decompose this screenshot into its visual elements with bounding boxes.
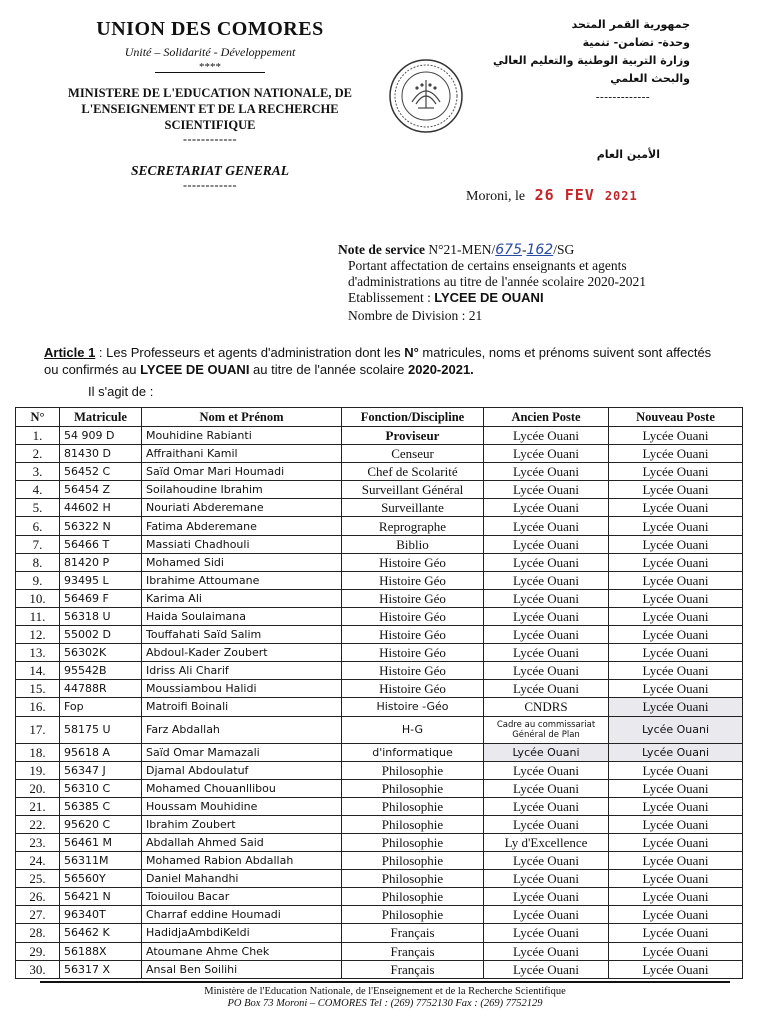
cell-number: 14.: [16, 662, 60, 680]
cell-function: Philosophie: [342, 906, 484, 924]
cell-function: Français: [342, 942, 484, 960]
cell-name: Mohamed Sidi: [142, 553, 342, 571]
cell-name: Ibrahim Zoubert: [142, 815, 342, 833]
cell-function: Philosophie: [342, 815, 484, 833]
cell-old-post: Lycée Ouani: [484, 761, 609, 779]
cell-function: Histoire Géo: [342, 626, 484, 644]
date-label: Moroni, le: [466, 189, 526, 204]
cell-new-post: Lycée Ouani: [609, 517, 743, 535]
cell-name: Abdallah Ahmed Said: [142, 833, 342, 851]
cell-number: 15.: [16, 680, 60, 698]
note-reference: Note de service N°21-MEN/675-162/SG: [338, 242, 575, 258]
note-subject-line-2: d'administrations au titre de l'année scolaire 2020-2021: [348, 274, 647, 289]
cell-function: Proviseur: [342, 427, 484, 445]
cell-old-post: Lycée Ouani: [484, 797, 609, 815]
cell-matricule: 55002 D: [60, 626, 142, 644]
cell-function: Biblio: [342, 535, 484, 553]
table-row: [16, 743, 743, 761]
cell-old-post: Cadre au commissariat Général de Plan: [484, 716, 609, 743]
cell-matricule: 96340T: [60, 906, 142, 924]
cell-number: 6.: [16, 517, 60, 535]
cell-new-post: Lycée Ouani: [609, 797, 743, 815]
table-row: [16, 888, 743, 906]
cell-function: Surveillant Général: [342, 481, 484, 499]
cell-old-post: Lycée Ouani: [484, 924, 609, 942]
table-row: [16, 779, 743, 797]
cell-number: 8.: [16, 553, 60, 571]
cell-number: 29.: [16, 942, 60, 960]
cell-old-post: Lycée Ouani: [484, 852, 609, 870]
cell-new-post: Lycée Ouani: [609, 960, 743, 978]
cell-number: 12.: [16, 626, 60, 644]
cell-matricule: 56311M: [60, 852, 142, 870]
cell-old-post: Lycée Ouani: [484, 779, 609, 797]
cell-matricule: 56347 J: [60, 761, 142, 779]
cell-new-post: Lycée Ouani: [609, 680, 743, 698]
cell-matricule: 56310 C: [60, 779, 142, 797]
table-row: [16, 960, 743, 978]
cell-new-post: Lycée Ouani: [609, 644, 743, 662]
table-row: [16, 698, 743, 716]
cell-name: Ibrahime Attoumane: [142, 571, 342, 589]
col-header-matricule: Matricule: [60, 408, 142, 427]
cell-function: Philosophie: [342, 797, 484, 815]
cell-function: Philosophie: [342, 870, 484, 888]
col-header-function: Fonction/Discipline: [342, 408, 484, 427]
cell-old-post: Lycée Ouani: [484, 644, 609, 662]
cell-old-post: Lycée Ouani: [484, 553, 609, 571]
cell-number: 20.: [16, 779, 60, 797]
col-header-name: Nom et Prénom: [142, 408, 342, 427]
cell-old-post: Lycée Ouani: [484, 626, 609, 644]
cell-new-post: Lycée Ouani: [609, 833, 743, 851]
service-note-block: [338, 242, 748, 324]
cell-name: Fatima Abderemane: [142, 517, 342, 535]
cell-old-post: Lycée Ouani: [484, 743, 609, 761]
cell-name: Mohamed Rabion Abdallah: [142, 852, 342, 870]
cell-name: Daniel Mahandhi: [142, 870, 342, 888]
cell-name: Affraithani Kamil: [142, 445, 342, 463]
cell-number: 19.: [16, 761, 60, 779]
cell-function: Histoire Géo: [342, 571, 484, 589]
cell-name: Mohamed Chouanllibou: [142, 779, 342, 797]
cell-new-post: Lycée Ouani: [609, 815, 743, 833]
cell-number: 5.: [16, 499, 60, 517]
cell-number: 25.: [16, 870, 60, 888]
national-emblem: [388, 58, 464, 134]
cell-matricule: 95542B: [60, 662, 142, 680]
cell-number: 16.: [16, 698, 60, 716]
footer-divider: [40, 981, 730, 983]
cell-matricule: 81420 P: [60, 553, 142, 571]
footer-ministry: Ministère de l'Education Nationale, de l'Enseignement et de la Recherche Scientifique: [204, 986, 566, 997]
cell-function: Reprographe: [342, 517, 484, 535]
cell-number: 28.: [16, 924, 60, 942]
page-footer: [40, 986, 730, 1010]
cell-matricule: 56560Y: [60, 870, 142, 888]
country-name: UNION DES COMORES: [96, 18, 324, 40]
cell-name: Moussiambou Halidi: [142, 680, 342, 698]
cell-matricule: 56421 N: [60, 888, 142, 906]
cell-old-post: Lycée Ouani: [484, 517, 609, 535]
list-intro: Il s'agit de :: [88, 384, 154, 399]
table-row: [16, 662, 743, 680]
cell-matricule: 56462 K: [60, 924, 142, 942]
cell-matricule: 56188X: [60, 942, 142, 960]
cell-new-post: Lycée Ouani: [609, 924, 743, 942]
cell-old-post: Lycée Ouani: [484, 888, 609, 906]
cell-number: 13.: [16, 644, 60, 662]
cell-number: 11.: [16, 607, 60, 625]
cell-new-post: Lycée Ouani: [609, 852, 743, 870]
table-row: [16, 463, 743, 481]
table-row: [16, 815, 743, 833]
cell-function: Français: [342, 960, 484, 978]
table-row: [16, 942, 743, 960]
table-row: [16, 797, 743, 815]
cell-new-post: Lycée Ouani: [609, 906, 743, 924]
table-row: [16, 833, 743, 851]
cell-new-post: Lycée Ouani: [609, 427, 743, 445]
cell-matricule: 44602 H: [60, 499, 142, 517]
cell-matricule: 56452 C: [60, 463, 142, 481]
header-left: [40, 18, 380, 191]
cell-old-post: Ly d'Excellence: [484, 833, 609, 851]
cell-number: 3.: [16, 463, 60, 481]
cell-new-post: Lycée Ouani: [609, 535, 743, 553]
cell-name: HadidjaAmbdiKeldi: [142, 924, 342, 942]
cell-function: H-G: [342, 716, 484, 743]
table-row: [16, 906, 743, 924]
cell-function: Histoire -Géo: [342, 698, 484, 716]
cell-number: 18.: [16, 743, 60, 761]
cell-number: 7.: [16, 535, 60, 553]
col-header-new-post: Nouveau Poste: [609, 408, 743, 427]
cell-new-post: Lycée Ouani: [609, 662, 743, 680]
article-1-text: Article 1 : Les Professeurs et agents d'administration dont les N° matricules, noms et prénoms suivent sont affectés ou confirmés au LYCEE DE OUANI au titre de l'année scolaire 2020-2021.: [44, 345, 712, 377]
cell-new-post: Lycée Ouani: [609, 942, 743, 960]
header-right-arabic: جمهورية القمر المتحد وحدة- تضامن- تنمية وزارة التربية الوطنية والتعليم العالي والبحث العلمي -------------: [493, 18, 690, 103]
cell-old-post: Lycée Ouani: [484, 481, 609, 499]
cell-new-post: Lycée Ouani: [609, 571, 743, 589]
cell-new-post: Lycée Ouani: [609, 779, 743, 797]
cell-name: Atoumane Ahme Chek: [142, 942, 342, 960]
cell-number: 2.: [16, 445, 60, 463]
date-stamp: 26 FEV 2021: [534, 186, 638, 204]
cell-new-post: Lycée Ouani: [609, 481, 743, 499]
cell-number: 26.: [16, 888, 60, 906]
cell-name: Djamal Abdoulatuf: [142, 761, 342, 779]
cell-number: 24.: [16, 852, 60, 870]
cell-function: d'informatique: [342, 743, 484, 761]
cell-old-post: Lycée Ouani: [484, 942, 609, 960]
cell-matricule: 56461 M: [60, 833, 142, 851]
table-row: [16, 499, 743, 517]
ministry-separator: ------------: [183, 132, 237, 146]
cell-function: Philosophie: [342, 779, 484, 797]
cell-matricule: 56454 Z: [60, 481, 142, 499]
cell-new-post: Lycée Ouani: [609, 553, 743, 571]
cell-new-post: Lycée Ouani: [609, 463, 743, 481]
cell-function: Philosophie: [342, 852, 484, 870]
cell-name: Houssam Mouhidine: [142, 797, 342, 815]
cell-name: Massiati Chadhouli: [142, 535, 342, 553]
cell-matricule: Fop: [60, 698, 142, 716]
cell-function: Histoire Géo: [342, 553, 484, 571]
cell-function: Histoire Géo: [342, 680, 484, 698]
table-row: [16, 571, 743, 589]
cell-matricule: 56469 F: [60, 589, 142, 607]
cell-matricule: 44788R: [60, 680, 142, 698]
cell-new-post: Lycée Ouani: [609, 870, 743, 888]
national-motto: Unité – Solidarité - Développement: [124, 45, 296, 59]
cell-new-post: Lycée Ouani: [609, 589, 743, 607]
cell-old-post: Lycée Ouani: [484, 427, 609, 445]
secretariat-title: SECRETARIAT GENERAL: [131, 163, 289, 178]
cell-number: 22.: [16, 815, 60, 833]
cell-name: Touffahati Saïd Salim: [142, 626, 342, 644]
cell-number: 17.: [16, 716, 60, 743]
cell-name: Saïd Omar Mamazali: [142, 743, 342, 761]
table-row: [16, 607, 743, 625]
table-row: [16, 716, 743, 743]
cell-old-post: Lycée Ouani: [484, 571, 609, 589]
note-division-count: Nombre de Division : 21: [348, 308, 483, 323]
cell-name: Toiouilou Bacar: [142, 888, 342, 906]
note-establishment: Etablissement : LYCEE DE OUANI: [348, 290, 544, 305]
cell-matricule: 93495 L: [60, 571, 142, 589]
cell-new-post: Lycée Ouani: [609, 888, 743, 906]
cell-new-post: Lycée Ouani: [609, 445, 743, 463]
table-row: [16, 535, 743, 553]
col-header-number: N°: [16, 408, 60, 427]
cell-name: Saïd Omar Mari Houmadi: [142, 463, 342, 481]
cell-function: Chef de Scolarité: [342, 463, 484, 481]
cell-matricule: 56385 C: [60, 797, 142, 815]
cell-old-post: CNDRS: [484, 698, 609, 716]
table-header-row: [16, 408, 743, 427]
cell-name: Ansal Ben Soilihi: [142, 960, 342, 978]
cell-name: Karima Ali: [142, 589, 342, 607]
cell-name: Haida Soulaimana: [142, 607, 342, 625]
cell-number: 30.: [16, 960, 60, 978]
note-subject-line-1: Portant affectation de certains enseignants et agents: [348, 258, 627, 273]
cell-name: Nouriati Abderemane: [142, 499, 342, 517]
cell-old-post: Lycée Ouani: [484, 680, 609, 698]
table-row: [16, 589, 743, 607]
cell-function: Histoire Géo: [342, 589, 484, 607]
table-row: [16, 517, 743, 535]
cell-matricule: 54 909 D: [60, 427, 142, 445]
cell-name: Soilahoudine Ibrahim: [142, 481, 342, 499]
cell-matricule: 56317 X: [60, 960, 142, 978]
cell-name: Mouhidine Rabianti: [142, 427, 342, 445]
cell-matricule: 58175 U: [60, 716, 142, 743]
cell-matricule: 95620 C: [60, 815, 142, 833]
cell-number: 4.: [16, 481, 60, 499]
cell-function: Censeur: [342, 445, 484, 463]
cell-function: Histoire Géo: [342, 662, 484, 680]
cell-new-post: Lycée Ouani: [609, 698, 743, 716]
cell-number: 10.: [16, 589, 60, 607]
secretariat-separator: ------------: [183, 178, 237, 192]
arabic-secretariat-title: الأمين العام: [596, 148, 660, 161]
table-row: [16, 852, 743, 870]
cell-function: Philosophie: [342, 761, 484, 779]
cell-new-post: Lycée Ouani: [609, 499, 743, 517]
table-row: [16, 626, 743, 644]
table-body: [16, 427, 743, 979]
table-row: [16, 427, 743, 445]
cell-old-post: Lycée Ouani: [484, 815, 609, 833]
cell-new-post: Lycée Ouani: [609, 761, 743, 779]
cell-function: Français: [342, 924, 484, 942]
cell-new-post: Lycée Ouani: [609, 743, 743, 761]
cell-old-post: Lycée Ouani: [484, 589, 609, 607]
cell-new-post: Lycée Ouani: [609, 716, 743, 743]
cell-function: Philosophie: [342, 833, 484, 851]
cell-new-post: Lycée Ouani: [609, 626, 743, 644]
cell-function: Histoire Géo: [342, 644, 484, 662]
cell-new-post: Lycée Ouani: [609, 607, 743, 625]
staff-assignment-table: [15, 407, 743, 979]
table-row: [16, 553, 743, 571]
ministry-name: MINISTERE DE L'EDUCATION NATIONALE, DE L'ENSEIGNEMENT ET DE LA RECHERCHE SCIENTIFIQUE: [68, 86, 352, 132]
cell-number: 27.: [16, 906, 60, 924]
cell-name: Idriss Ali Charif: [142, 662, 342, 680]
cell-function: Philosophie: [342, 888, 484, 906]
table-row: [16, 761, 743, 779]
cell-old-post: Lycée Ouani: [484, 445, 609, 463]
cell-function: Surveillante: [342, 499, 484, 517]
footer-contact: PO Box 73 Moroni – COMORES Tel : (269) 7752130 Fax : (269) 7752129: [227, 998, 543, 1009]
motto-separator: ****: [40, 61, 380, 73]
cell-old-post: Lycée Ouani: [484, 906, 609, 924]
cell-number: 21.: [16, 797, 60, 815]
table-row: [16, 870, 743, 888]
table-row: [16, 481, 743, 499]
cell-matricule: 81430 D: [60, 445, 142, 463]
table-row: [16, 445, 743, 463]
cell-old-post: Lycée Ouani: [484, 535, 609, 553]
cell-function: Histoire Géo: [342, 607, 484, 625]
cell-number: 1.: [16, 427, 60, 445]
cell-matricule: 56302K: [60, 644, 142, 662]
cell-old-post: Lycée Ouani: [484, 662, 609, 680]
cell-matricule: 56318 U: [60, 607, 142, 625]
cell-name: Farz Abdallah: [142, 716, 342, 743]
col-header-old-post: Ancien Poste: [484, 408, 609, 427]
cell-matricule: 95618 A: [60, 743, 142, 761]
cell-name: Matroifi Boinali: [142, 698, 342, 716]
table-row: [16, 924, 743, 942]
cell-old-post: Lycée Ouani: [484, 960, 609, 978]
table-row: [16, 680, 743, 698]
cell-name: Abdoul-Kader Zoubert: [142, 644, 342, 662]
cell-matricule: 56322 N: [60, 517, 142, 535]
cell-old-post: Lycée Ouani: [484, 463, 609, 481]
cell-number: 23.: [16, 833, 60, 851]
cell-old-post: Lycée Ouani: [484, 607, 609, 625]
cell-name: Charraf eddine Houmadi: [142, 906, 342, 924]
cell-old-post: Lycée Ouani: [484, 499, 609, 517]
cell-old-post: Lycée Ouani: [484, 870, 609, 888]
table-row: [16, 644, 743, 662]
cell-matricule: 56466 T: [60, 535, 142, 553]
cell-number: 9.: [16, 571, 60, 589]
document-date: [466, 186, 638, 205]
